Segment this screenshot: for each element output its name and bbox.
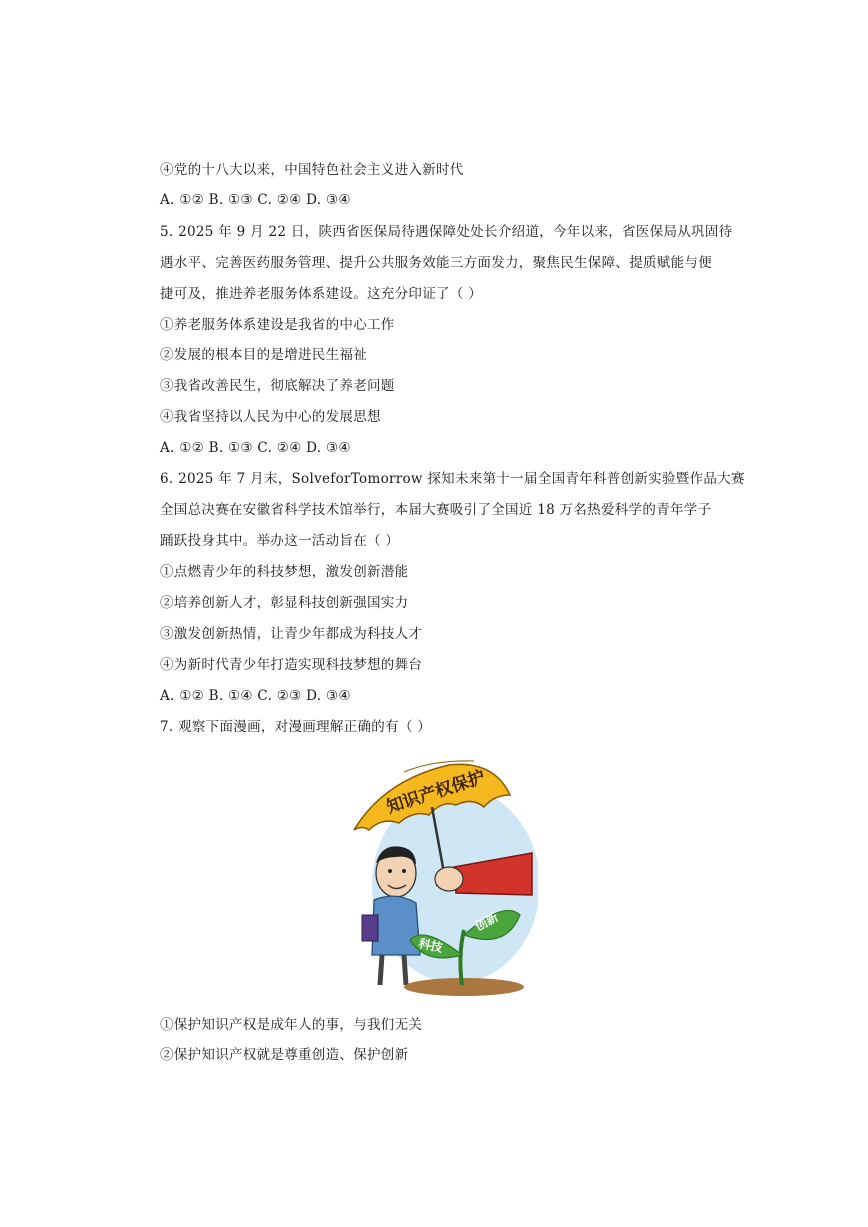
q6-options: A. ①② B. ①④ C. ②③ D. ③④: [160, 688, 351, 704]
boy-legs: [380, 955, 406, 985]
cartoon-ip-protection: [344, 755, 538, 998]
hand: [435, 867, 463, 891]
q4-item4: ④党的十八大以来，中国特色社会主义进入新时代: [160, 162, 464, 178]
q5-stem-line1: 5. 2025 年 9 月 22 日，陕西省医保局待遇保障处处长介绍道，今年以来，省医保局从巩固待: [160, 224, 733, 240]
q6-stem-line2: 全国总决赛在安徽省科学技术馆举行，本届大赛吸引了全国近 18 万名热爱科学的青年学子: [160, 502, 712, 518]
q5-item4: ④我省坚持以人民为中心的发展思想: [160, 409, 381, 425]
q6-stem-line3: 踊跃投身其中。举办这一活动旨在（ ）: [160, 533, 400, 549]
boy-eye: [402, 869, 406, 873]
q6-item1: ①点燃青少年的科技梦想，激发创新潜能: [160, 564, 409, 580]
umbrella-text: 知识产权保护: [384, 767, 488, 818]
q4-options: A. ①② B. ①③ C. ②④ D. ③④: [160, 192, 351, 208]
q6-item3: ③激发创新热情，让青少年都成为科技人才: [160, 626, 423, 642]
q7-item1: ①保护知识产权是成年人的事，与我们无关: [160, 1017, 423, 1033]
q6-item2: ②培养创新人才，彰显科技创新强国实力: [160, 595, 409, 611]
boy-body: [372, 896, 420, 955]
q5-stem-line3: 捷可及，推进养老服务体系建设。这充分印证了（ ）: [160, 286, 482, 302]
q5-item1: ①养老服务体系建设是我省的中心工作: [160, 317, 395, 333]
q7-item2: ②保护知识产权就是尊重创造、保护创新: [160, 1047, 409, 1063]
boy-eye: [388, 869, 392, 873]
q7-stem: 7. 观察下面漫画，对漫画理解正确的有（ ）: [160, 719, 432, 735]
sprout-left-text: 科技: [417, 936, 444, 955]
q5-options: A. ①② B. ①③ C. ②④ D. ③④: [160, 440, 351, 456]
ground: [404, 978, 524, 996]
q5-item2: ②发展的根本目的是增进民生福祉: [160, 347, 367, 363]
sprout-right-text: 创新: [472, 910, 501, 934]
q6-stem-line1: 6. 2025 年 7 月末，SolveforTomorrow 探知未来第十一届全国青年科普创新实验暨作品大赛: [160, 471, 745, 487]
q5-stem-line2: 遇水平、完善医药服务管理、提升公共服务效能三方面发力，聚焦民生保障、提质赋能与便: [160, 255, 712, 271]
q5-item3: ③我省改善民生，彻底解决了养老问题: [160, 378, 395, 394]
q6-item4: ④为新时代青少年打造实现科技梦想的舞台: [160, 657, 423, 673]
book-icon: [362, 915, 378, 941]
